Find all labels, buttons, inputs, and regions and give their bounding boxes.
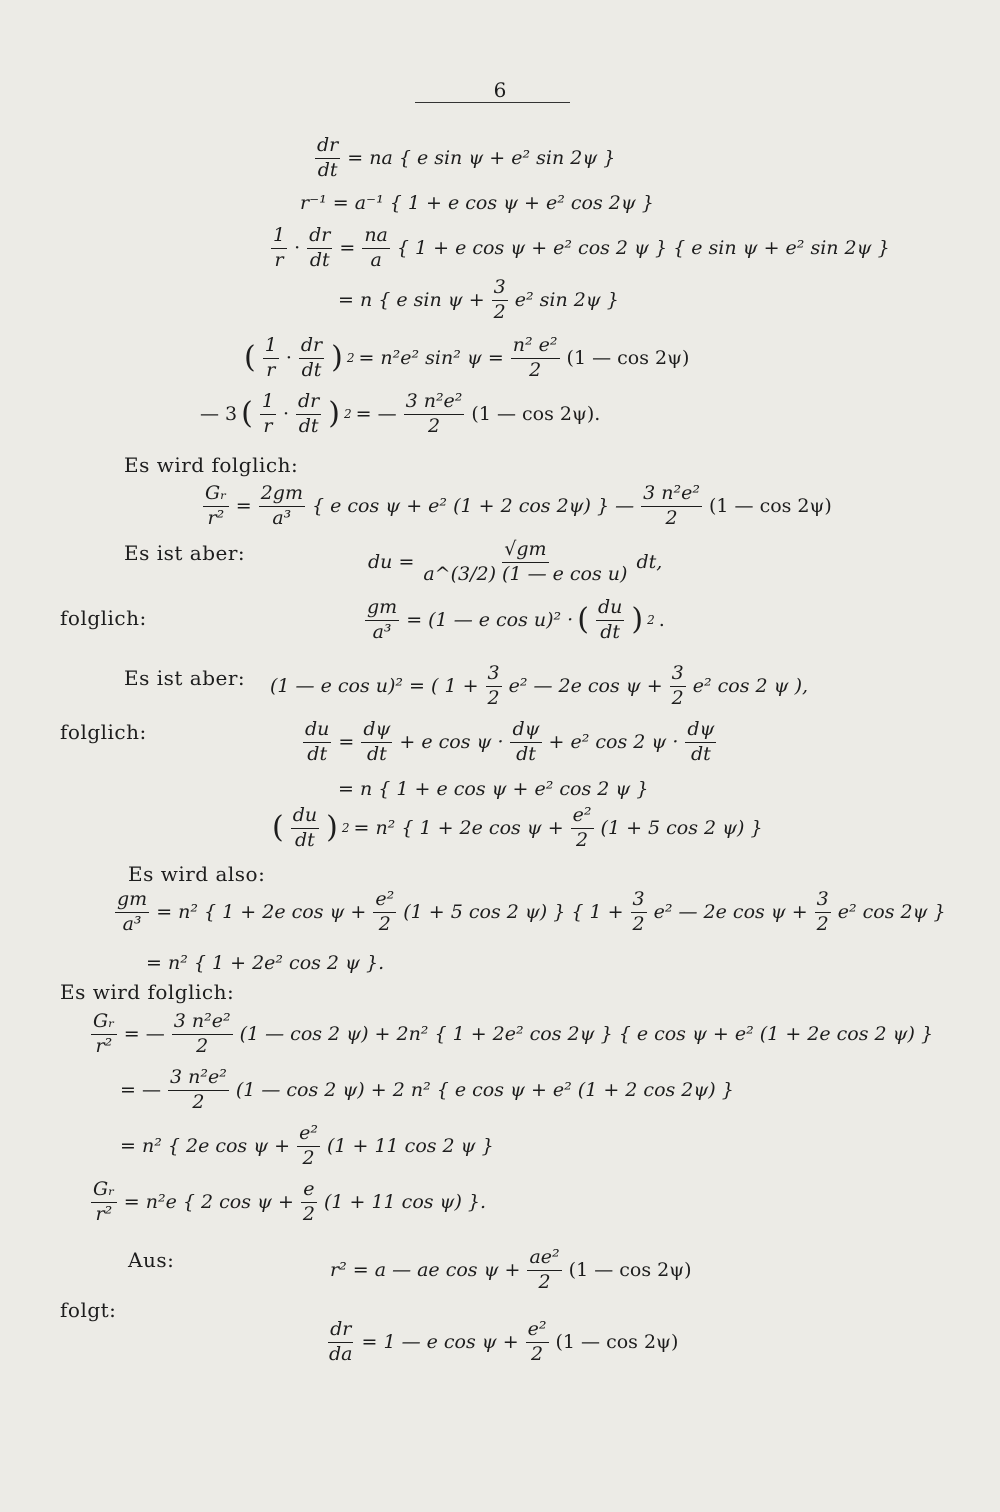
- math-part: 3: [815, 890, 831, 913]
- math-part: du: [303, 720, 331, 743]
- math-part: e²: [526, 1320, 549, 1343]
- math-part: = n²e² sin² ψ =: [358, 347, 504, 370]
- math-part: 2: [427, 414, 441, 437]
- math-part: [307, 226, 332, 271]
- math-part: du: [596, 598, 624, 621]
- math-part: ): [326, 810, 338, 846]
- math-part: 1: [263, 336, 279, 359]
- math-part: 2: [576, 828, 589, 851]
- math-part: 3: [670, 664, 686, 687]
- math-part: = —: [123, 1023, 165, 1046]
- math-part: ): [331, 340, 343, 376]
- equation-21: [324, 1320, 678, 1365]
- math-part: (1 — cos 2ψ).: [471, 403, 601, 426]
- math-part: (: [272, 810, 284, 846]
- math-part: dt: [298, 414, 319, 437]
- label-es-wird-also: Es wird also:: [128, 862, 266, 886]
- math-part: ·: [285, 347, 292, 370]
- math-part: (1 — cos 2ψ): [568, 1259, 692, 1282]
- math-part: 2: [196, 1034, 209, 1057]
- math-part: dr: [307, 226, 332, 249]
- math-part: { e cos ψ + e² (1 + 2 cos 2ψ) } —: [311, 495, 635, 518]
- math-part: dr: [328, 1320, 353, 1343]
- math-part: dψ: [510, 720, 541, 743]
- math-part: [115, 890, 149, 935]
- equation-12: [338, 778, 648, 800]
- math-part: 2: [192, 1090, 205, 1113]
- math-part: (1 + 11 cos 2 ψ }: [326, 1135, 494, 1158]
- math-part: [365, 598, 399, 643]
- math-part: [91, 1012, 117, 1057]
- math-part: [421, 540, 629, 585]
- math-part: dt: [600, 620, 621, 643]
- math-part: [263, 336, 279, 381]
- math-part: da: [329, 1342, 353, 1365]
- math-part: e²: [571, 806, 594, 829]
- math-part: [641, 484, 702, 529]
- math-part: a³: [122, 912, 142, 935]
- math-part: 2: [529, 358, 542, 381]
- math-part: r: [263, 414, 273, 437]
- math-part: [631, 890, 647, 935]
- math-part: 2: [378, 912, 391, 935]
- math-part: = n { 1 + e cos ψ + e² cos 2 ψ }: [338, 778, 649, 800]
- equation-text: r⁻¹ = a⁻¹ { 1 + e cos ψ + e² cos 2ψ }: [300, 192, 654, 214]
- math-part: e² cos 2 ψ ),: [692, 675, 809, 698]
- math-part: √gm: [502, 540, 548, 563]
- math-part: = 1 — e cos ψ +: [361, 1331, 519, 1354]
- math-part: Gᵣ: [91, 1180, 117, 1203]
- math-part: a³: [272, 506, 292, 529]
- page-number: 6: [493, 78, 507, 102]
- math-part: [259, 484, 305, 529]
- math-part: [404, 392, 465, 437]
- math-part: = n² { 2e cos ψ +: [120, 1135, 291, 1158]
- math-part: (: [577, 602, 589, 638]
- header-rule: [415, 102, 570, 103]
- math-part: .: [658, 609, 665, 632]
- math-part: 2: [487, 686, 500, 709]
- equation-3: [268, 226, 890, 271]
- math-part: dr: [315, 136, 340, 159]
- equation-text: = na { e sin ψ + e² sin 2ψ }: [347, 147, 616, 170]
- math-part: =: [339, 237, 356, 260]
- equation-6: — 3 ( $\frac{1}{r}$ · $\frac{dr}{dt}$ ) 2 = — $\frac{\text{3 n²e²}}{2}$ (1 — cos 2ψ).: [200, 390, 601, 437]
- label-es-wird-folglich: Es wird folglich:: [124, 453, 299, 477]
- equation-11: [300, 720, 719, 765]
- math-part: e² sin 2ψ }: [514, 289, 619, 312]
- label-es-ist-aber-2: Es ist aber:: [124, 666, 246, 690]
- math-part: = n² { 1 + 2e² cos 2 ψ }.: [146, 952, 385, 974]
- math-part: gm: [365, 598, 399, 621]
- math-part: [301, 1180, 317, 1225]
- math-part: dt: [516, 742, 536, 765]
- math-part: [361, 720, 392, 765]
- equation-16: [88, 1012, 933, 1057]
- equation-7: [200, 484, 832, 529]
- math-part: 3 n²e²: [172, 1012, 233, 1035]
- equation-13: ( $\frac{du}{dt}$ ) 2 = n² { 1 + 2e cos ψ + $\frac{\text{e²}}{2}$ (1 + 5 cos 2 ψ) }: [272, 804, 763, 851]
- math-part: a: [370, 248, 382, 271]
- math-part: (1 — cos 2 ψ) + 2 n² { e cos ψ + e² (1 + 2 cos 2ψ) }: [235, 1079, 734, 1102]
- math-part: dt: [309, 248, 330, 271]
- math-part: [91, 1180, 117, 1225]
- math-part: 3 n²e²: [404, 392, 465, 415]
- label-folglich-2: folglich:: [60, 720, 147, 744]
- math-part: dt: [301, 358, 322, 381]
- math-part: 2: [538, 1270, 551, 1293]
- math-part: r²: [95, 1034, 113, 1057]
- equation-19: [88, 1180, 486, 1225]
- math-part: ): [328, 396, 340, 432]
- math-part: = n { e sin ψ +: [338, 289, 485, 312]
- math-part: gm: [115, 890, 149, 913]
- math-part: [486, 664, 502, 709]
- math-part: du =: [368, 551, 415, 574]
- label-folglich: folglich:: [60, 606, 147, 630]
- math-part: [373, 890, 396, 935]
- math-part: = (1 — e cos u)² ·: [406, 609, 574, 632]
- equation-9: $\frac{gm}{\text{a³}}$ = (1 — e cos u)² · ( $\frac{du}{dt}$ ) 2 .: [367, 596, 665, 643]
- math-part: (1 — e cos u)² = ( 1 +: [270, 675, 479, 698]
- label-es-ist-aber: Es ist aber:: [124, 541, 246, 565]
- math-part: = n² { 1 + 2e cos ψ +: [353, 817, 564, 840]
- math-part: [291, 806, 319, 851]
- math-part: + e² cos 2 ψ ·: [548, 731, 679, 754]
- math-part: dt,: [636, 551, 663, 574]
- math-part: (1 + 5 cos 2 ψ) } { 1 +: [403, 901, 624, 924]
- label-aus: Aus:: [128, 1248, 175, 1272]
- math-part: dt: [307, 742, 328, 765]
- math-part: 2: [531, 1342, 544, 1365]
- math-part: [670, 664, 686, 709]
- math-part: e: [301, 1180, 316, 1203]
- math-part: (1 — cos 2ψ): [555, 1331, 679, 1354]
- math-part: (1 — cos 2ψ): [708, 495, 832, 518]
- math-part: = —: [355, 403, 397, 426]
- math-part: [297, 1124, 320, 1169]
- math-part: (1 — cos 2ψ): [566, 347, 690, 370]
- math-part: r: [266, 358, 276, 381]
- math-part: (1 + 5 cos 2 ψ) }: [600, 817, 763, 840]
- math-part: 2: [665, 506, 678, 529]
- math-part: 3 n²e²: [168, 1068, 229, 1091]
- math-part: = n²e { 2 cos ψ +: [123, 1191, 294, 1214]
- math-part: n² e²: [511, 336, 560, 359]
- math-part: [271, 226, 287, 271]
- equation-8: [368, 540, 662, 585]
- math-part: + e cos ψ ·: [399, 731, 504, 754]
- math-part: dt: [366, 742, 387, 765]
- math-part: 3: [492, 278, 508, 301]
- math-part: r²: [95, 1202, 113, 1225]
- math-part: [510, 720, 541, 765]
- math-part: (: [244, 340, 256, 376]
- math-part: =: [235, 495, 252, 518]
- math-part: [571, 806, 594, 851]
- math-part: dψ: [361, 720, 392, 743]
- math-part: [299, 336, 324, 381]
- equation-text: { 1 + e cos ψ + e² cos 2 ψ } { e sin ψ + e² sin 2ψ }: [396, 237, 890, 260]
- equation-14: [112, 890, 946, 935]
- math-part: ·: [294, 237, 301, 260]
- math-part: 3: [486, 664, 502, 687]
- math-part: [327, 1320, 355, 1365]
- math-part: =: [338, 731, 355, 754]
- math-part: e² — 2e cos ψ +: [653, 901, 808, 924]
- math-part: 3: [631, 890, 647, 913]
- math-part: — 3: [200, 403, 238, 426]
- equation-10: [270, 664, 808, 709]
- math-part: [685, 720, 716, 765]
- math-part: 2: [493, 300, 506, 323]
- math-part: [527, 1248, 561, 1293]
- math-part: [303, 720, 331, 765]
- equation-18: [120, 1124, 494, 1169]
- math-part: 1: [271, 226, 287, 249]
- math-part: 1: [260, 392, 276, 415]
- math-part: [362, 226, 390, 271]
- math-part: dr: [296, 392, 321, 415]
- label-es-wird-folglich-2: Es wird folglich:: [60, 980, 235, 1004]
- math-part: du: [291, 806, 319, 829]
- math-part: (1 + 11 cos ψ) }.: [323, 1191, 487, 1214]
- math-part: [511, 336, 560, 381]
- math-part: e² cos 2ψ }: [837, 901, 946, 924]
- equation-15: [146, 952, 384, 974]
- math-part: na: [362, 226, 390, 249]
- math-part: [168, 1068, 229, 1113]
- math-part: e² — 2e cos ψ +: [508, 675, 663, 698]
- fraction: [315, 136, 340, 181]
- equation-1: [312, 136, 615, 181]
- math-part: Gᵣ: [91, 1012, 117, 1035]
- math-part: [815, 890, 831, 935]
- math-part: e²: [373, 890, 396, 913]
- math-part: [596, 598, 624, 643]
- math-part: = n² { 1 + 2e cos ψ +: [156, 901, 367, 924]
- math-part: dt: [317, 158, 338, 181]
- math-part: [492, 278, 508, 323]
- math-part: (1 — cos 2 ψ) + 2n² { 1 + 2e² cos 2ψ } { e cos ψ + e² (1 + 2e cos 2 ψ) }: [239, 1023, 934, 1046]
- math-part: (: [241, 396, 253, 432]
- math-part: r: [274, 248, 284, 271]
- math-part: a^(3/2) (1 — e cos u): [423, 562, 628, 585]
- math-part: r² = a — ae cos ψ +: [330, 1259, 521, 1282]
- math-part: r²: [207, 506, 225, 529]
- math-part: ): [631, 602, 644, 638]
- math-part: ·: [282, 403, 289, 426]
- math-part: 2: [302, 1202, 315, 1225]
- label-folgt: folgt:: [60, 1298, 117, 1322]
- math-part: a³: [372, 620, 392, 643]
- equation-4: [338, 278, 619, 323]
- math-part: Gᵣ: [203, 484, 229, 507]
- math-part: [260, 392, 276, 437]
- math-part: 2: [302, 1146, 315, 1169]
- math-part: = —: [120, 1079, 161, 1102]
- math-part: dt: [691, 742, 711, 765]
- math-part: ae²: [527, 1248, 561, 1271]
- math-part: [296, 392, 321, 437]
- equation-2: [300, 192, 654, 214]
- math-part: 3 n²e²: [641, 484, 702, 507]
- math-part: [526, 1320, 549, 1365]
- math-part: 2: [632, 912, 645, 935]
- equation-20: [330, 1248, 692, 1293]
- math-part: 2: [816, 912, 829, 935]
- equation-5: ( $\frac{1}{r}$ · $\frac{dr}{dt}$ ) 2 = n²e² sin² ψ = $\frac{\text{n² e²}}{2}$ (1 — cos 2ψ): [244, 334, 690, 381]
- math-part: e²: [297, 1124, 320, 1147]
- math-part: 2: [671, 686, 684, 709]
- math-part: dr: [299, 336, 324, 359]
- math-part: [203, 484, 229, 529]
- equation-17: [120, 1068, 734, 1113]
- math-part: 2gm: [259, 484, 305, 507]
- math-part: [172, 1012, 233, 1057]
- math-part: dt: [295, 828, 315, 851]
- math-part: dψ: [685, 720, 716, 743]
